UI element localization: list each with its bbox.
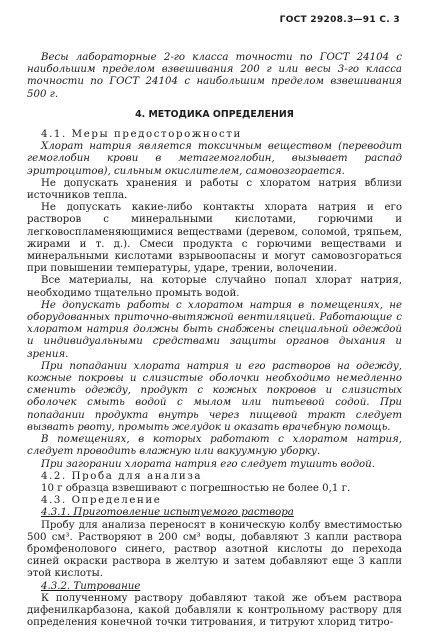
- subsection-4-3-title: 4.3. Определение: [41, 495, 162, 507]
- paragraph-storage: Не допускать хранения и работы с хлоратом натрия вблизи источников тепла.: [27, 177, 402, 202]
- paragraph-contacts: Не допускать какие-либо контакты хлората натрия и его растворов с минеральными кислотами, горючими и легковоспламеняющимися веществами (деревом, соломой, тряпьем, жирами и т. д.). Смеси продукта с горючими веществами и минеральными кислотами взрывоопасны и могут самовозгораться при повышении температуры, ударе, трении, волочении.: [27, 202, 402, 275]
- paragraph-first-aid: При попадании хлората натрия и его растворов на одежду, кожные покровы и слизистые оболочки необходимо немедленно сменить одежду, продукт с кожных покровов и слизистых оболочек смыть водой с мылом или питьевой содой. При попадании продукта внутрь через пищевой тракт следует вызвать рвоту, промыть желудок и оказать врачебную помощь.: [27, 360, 402, 433]
- section-title: 4. МЕТОДИКА ОПРЕДЕЛЕНИЯ: [135, 108, 294, 120]
- paragraph-fire: При загорании хлората натрия его следует тушить водой.: [41, 458, 375, 470]
- paragraph-ventilation: Не допускать работы с хлоратом натрия в помещениях, не оборудованных приточно-вытяжной вентиляцией. Работающие с хлоратом натрия должны быть снабжены специальной одеждой и индивидуальными средствами защиты органов дыхания и зрения.: [27, 299, 402, 360]
- paragraph-cleaning: В помещениях, в которых работают с хлоратом натрия, следует проводить влажную или вакуумную уборку.: [27, 434, 402, 458]
- subsection-4-2-title: 4.2. Проба для анализа: [41, 470, 203, 482]
- subsection-4-3-2-title: 4.3.2. Титрование: [41, 580, 141, 592]
- paragraph-solution-prep: Пробу для анализа переносят в коническую колбу вместимостью 500 см³. Растворяют в 200 см³ воды, добавляют 3 капли раствора бромфенолового синего, раствор азотной кислоты до перехода синей окраски раствора в желтую и затем добавляют еще 3 капли этой кислоты.: [27, 519, 402, 580]
- paragraph-sample: 10 г образца взвешивают с погрешностью не более 0,1 г.: [41, 482, 351, 494]
- intro-paragraph: Весы лабораторные 2-го класса точности по ГОСТ 24104 с наибольшим пределом взвешивания 200 г или весы 3-го класса точности по ГОСТ 24104 с наибольшим пределом взвешивания 500 г.: [27, 52, 402, 100]
- subsection-4-1-title: 4.1. Меры предосторожности: [41, 129, 242, 141]
- paragraph-toxicity: Хлорат натрия является токсичным веществом (переводит гемоглобин крови в метагемоглобин, вызывает распад эритроцитов), сильным окислителем, самовозгорается.: [27, 141, 402, 177]
- document-body: [27, 52, 402, 629]
- subsection-4-3-1-title: 4.3.1. Приготовление испытуемого раствора: [41, 507, 294, 519]
- page-header: ГОСТ 29208.3—91 С. 3: [279, 15, 400, 25]
- paragraph-titration: К полученному раствору добавляют такой же объем раствора дифенилкарбазона, какой добавляли к контрольному раствору для определения конечной точки титрования, и титруют хлорид титро-: [27, 592, 402, 629]
- paragraph-rinse: Все материалы, на которые случайно попал хлорат натрия, необходимо тщательно промыть водой.: [27, 275, 402, 299]
